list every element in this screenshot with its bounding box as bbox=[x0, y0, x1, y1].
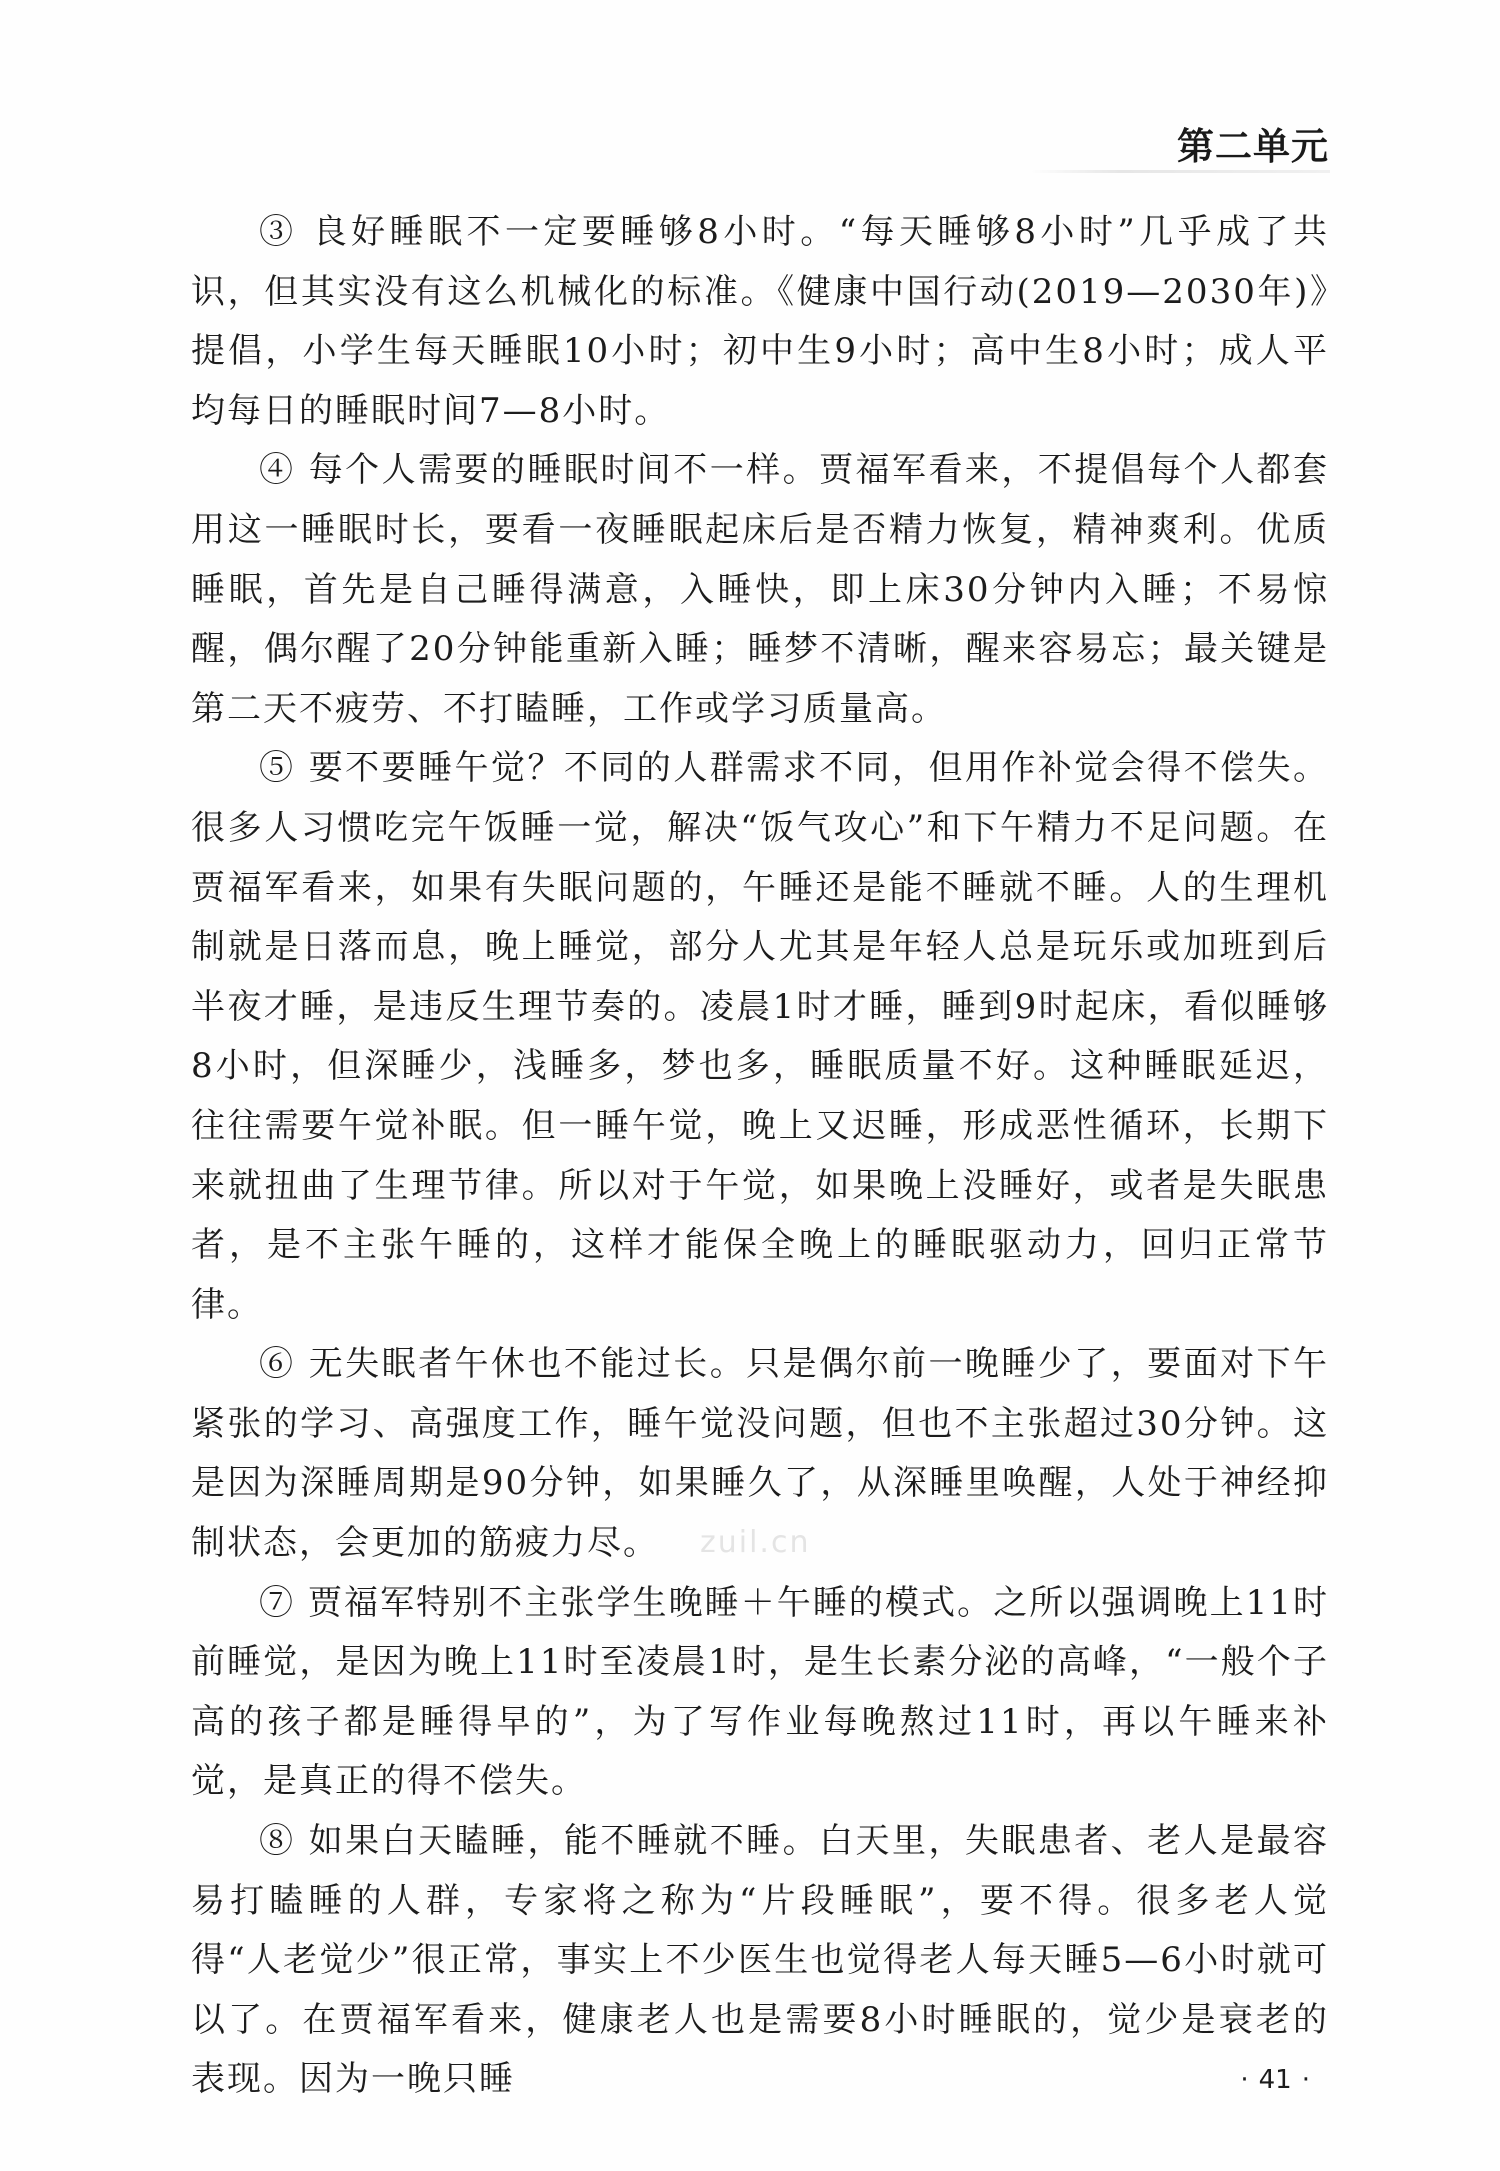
page-number-value: 41 bbox=[1258, 2065, 1292, 2095]
paragraph-7: ⑦ 贾福军特别不主张学生晚睡＋午睡的模式。之所以强调晚上11时前睡觉，是因为晚上11时至凌晨1时，是生长素分泌的高峰，“一般个子高的孩子都是睡得早的”，为了写作业每晚熬过11时，再以午睡来补觉，是真正的得不偿失。 bbox=[191, 1582, 1329, 1802]
page-number bbox=[1230, 2065, 1320, 2095]
watermark: zuil.cn bbox=[700, 1525, 811, 1560]
page-number-dot-right: · bbox=[1301, 2065, 1310, 2095]
header-rule bbox=[1030, 170, 1330, 173]
page-number-dot-left: · bbox=[1240, 2065, 1249, 2095]
paragraph-6: ⑥ 无失眠者午休也不能过长。只是偶尔前一晚睡少了，要面对下午紧张的学习、高强度工作，睡午觉没问题，但也不主张超过30分钟。这是因为深睡周期是90分钟，如果睡久了，从深睡里唤醒，人处于神经抑制状态，会更加的筋疲力尽。 bbox=[191, 1344, 1329, 1564]
paragraph-3: ③ 良好睡眠不一定要睡够8小时。“每天睡够8小时”几乎成了共识，但其实没有这么机械化的标准。《健康中国行动(2019—2030年)》提倡，小学生每天睡眠10小时；初中生9小时；高中生8小时；成人平均每日的睡眠时间7—8小时。 bbox=[191, 212, 1329, 431]
paragraph-4: ④ 每个人需要的睡眠时间不一样。贾福军看来，不提倡每个人都套用这一睡眠时长，要看一夜睡眠起床后是否精力恢复，精神爽利。优质睡眠，首先是自己睡得满意，入睡快，即上床30分钟内入睡；不易惊醒，偶尔醒了20分钟能重新入睡；睡梦不清晰，醒来容易忘；最关键是第二天不疲劳、不打瞌睡，工作或学习质量高。 bbox=[191, 450, 1329, 729]
unit-title: 第二单元 bbox=[1177, 125, 1329, 168]
article-body bbox=[191, 203, 1329, 2110]
paragraph-8: ⑧ 如果白天瞌睡，能不睡就不睡。白天里，失眠患者、老人是最容易打瞌睡的人群，专家将之称为“片段睡眠”，要不得。很多老人觉得“人老觉少”很正常，事实上不少医生也觉得老人每天睡5—6小时就可以了。在贾福军看来，健康老人也是需要8小时睡眠的，觉少是衰老的表现。因为一晚只睡 bbox=[191, 1821, 1329, 2100]
paragraph-5: ⑤ 要不要睡午觉？不同的人群需求不同，但用作补觉会得不偿失。很多人习惯吃完午饭睡一觉，解决“饭气攻心”和下午精力不足问题。在贾福军看来，如果有失眠问题的，午睡还是能不睡就不睡。人的生理机制就是日落而息，晚上睡觉，部分人尤其是年轻人总是玩乐或加班到后半夜才睡，是违反生理节奏的。凌晨1时才睡，睡到9时起床，看似睡够8小时，但深睡少，浅睡多，梦也多，睡眠质量不好。这种睡眠延迟，往往需要午觉补眠。但一睡午觉，晚上又迟睡，形成恶性循环，长期下来就扭曲了生理节律。所以对于午觉，如果晚上没睡好，或者是失眠患者，是不主张午睡的，这样才能保全晚上的睡眠驱动力，回归正常节律。 bbox=[191, 748, 1329, 1325]
